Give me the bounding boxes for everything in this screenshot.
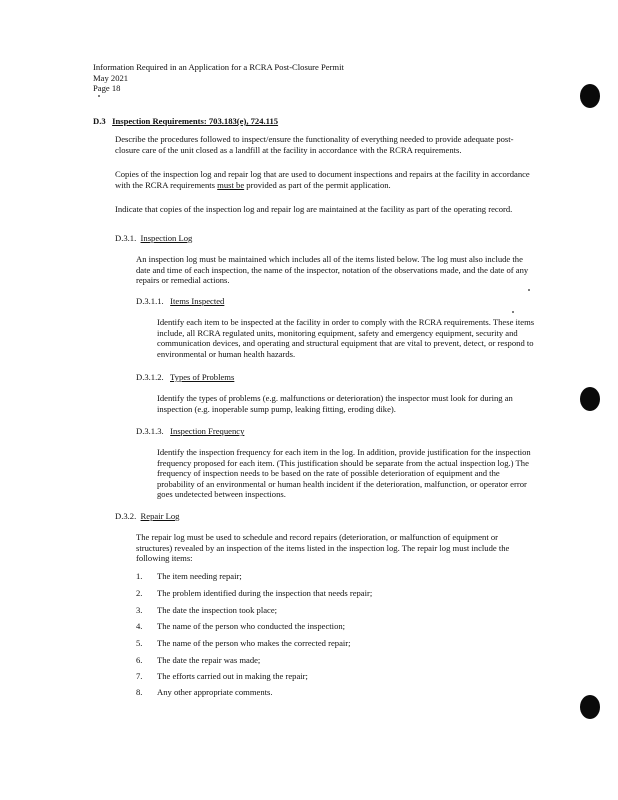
section-d32-heading [115,511,179,522]
list-item: 1. The item needing repair; [136,571,242,581]
list-item: 4. The name of the person who conducted the inspection; [136,621,346,631]
page-header [93,62,493,94]
section-d311-heading [136,296,224,307]
binder-hole-middle [580,387,600,411]
header-title: Information Required in an Application for a RCRA Post-Closure Permit [93,62,344,72]
section-d312-heading [136,372,234,383]
scan-speck [528,289,530,291]
section-title: Types of Problems [170,372,235,382]
section-d3-paragraph-2 [115,169,535,190]
section-number: D.3.1.3. [136,426,164,436]
binder-hole-bottom [580,695,600,719]
section-d31-paragraph: An inspection log must be maintained which includes all of the items listed below. The log must also include the date and time of each inspection, the name of the inspector, notation of the observations made, and the date of any repairs or remedial actions. [136,254,529,286]
section-d32-paragraph: The repair log must be used to schedule and record repairs (deterioration, or malfunction of equipment or structures) revealed by an inspection of the items listed in the inspection log. The repair log must include the following items: [136,532,510,564]
section-title: Items Inspected [170,296,225,306]
section-d312-paragraph: Identify the types of problems (e.g. malfunctions or deterioration) the inspector must look for during an inspection (e.g. inoperable sump pump, leaking fitting, eroding dike). [157,393,513,414]
section-d311-paragraph: Identify each item to be inspected at the facility in order to comply with the RCRA requirements. These items include, all RCRA regulated units, monitoring equipment, safety and emergency equipment, security and communication devices, and operating and structural equipment that are vital to prevent, detect, or respond to environmental or human health hazards. [157,317,535,359]
section-title: Inspection Requirements: 703.183(e), 724.115 [112,116,279,126]
header-date: May 2021 [93,72,129,83]
list-item: 2. The problem identified during the inspection that needs repair; [136,588,373,598]
section-d3-paragraph-1: Describe the procedures followed to inspect/ensure the functionality of everything needed to provide adequate post-closure care of the unit closed as a landfill at the facility in accordance with the RCRA requirements. [115,134,514,155]
section-title: Inspection Frequency [170,426,245,436]
list-item: 8. Any other appropriate comments. [136,687,273,697]
list-item: 3. The date the inspection took place; [136,605,278,615]
section-d313-heading [136,426,244,437]
emphasis-text: must be [217,179,245,190]
scan-speck [98,95,100,97]
section-number: D.3.1. [115,233,137,243]
section-d3-heading [93,116,278,127]
list-item: 5. The name of the person who makes the corrected repair; [136,638,351,648]
section-number: D.3.1.1. [136,296,164,306]
section-number: D.3 [93,116,106,126]
section-d313-paragraph: Identify the inspection frequency for each item in the log. In addition, provide justification for the inspection frequency proposed for each item. (This justification should be separate from the actual inspection log.) The frequency of inspection needs to be based on the rate of possible deterioration of equipment and the probability of an environmental or human health incident if the deterioration, malfunction, or operator error goes undetected between inspections. [157,447,531,500]
section-number: D.3.1.2. [136,372,164,382]
section-number: D.3.2. [115,511,137,521]
section-title: Repair Log [140,511,180,521]
paragraph-text: Copies of the inspection log and repair log that are used to document inspections and repairs at the facility in accordance with the RCRA requirements [115,169,530,190]
list-item: 6. The date the repair was made; [136,655,261,665]
list-item: 7. The efforts carried out in making the repair; [136,671,308,681]
scan-speck [512,311,514,313]
header-page-number: Page 18 [93,83,121,94]
section-d3-paragraph-3: Indicate that copies of the inspection log and repair log are maintained at the facility as part of the operating record. [115,204,513,214]
paragraph-text: provided as part of the permit application. [244,179,391,190]
section-d31-heading [115,233,192,244]
section-title: Inspection Log [140,233,193,243]
binder-hole-top [580,84,600,108]
